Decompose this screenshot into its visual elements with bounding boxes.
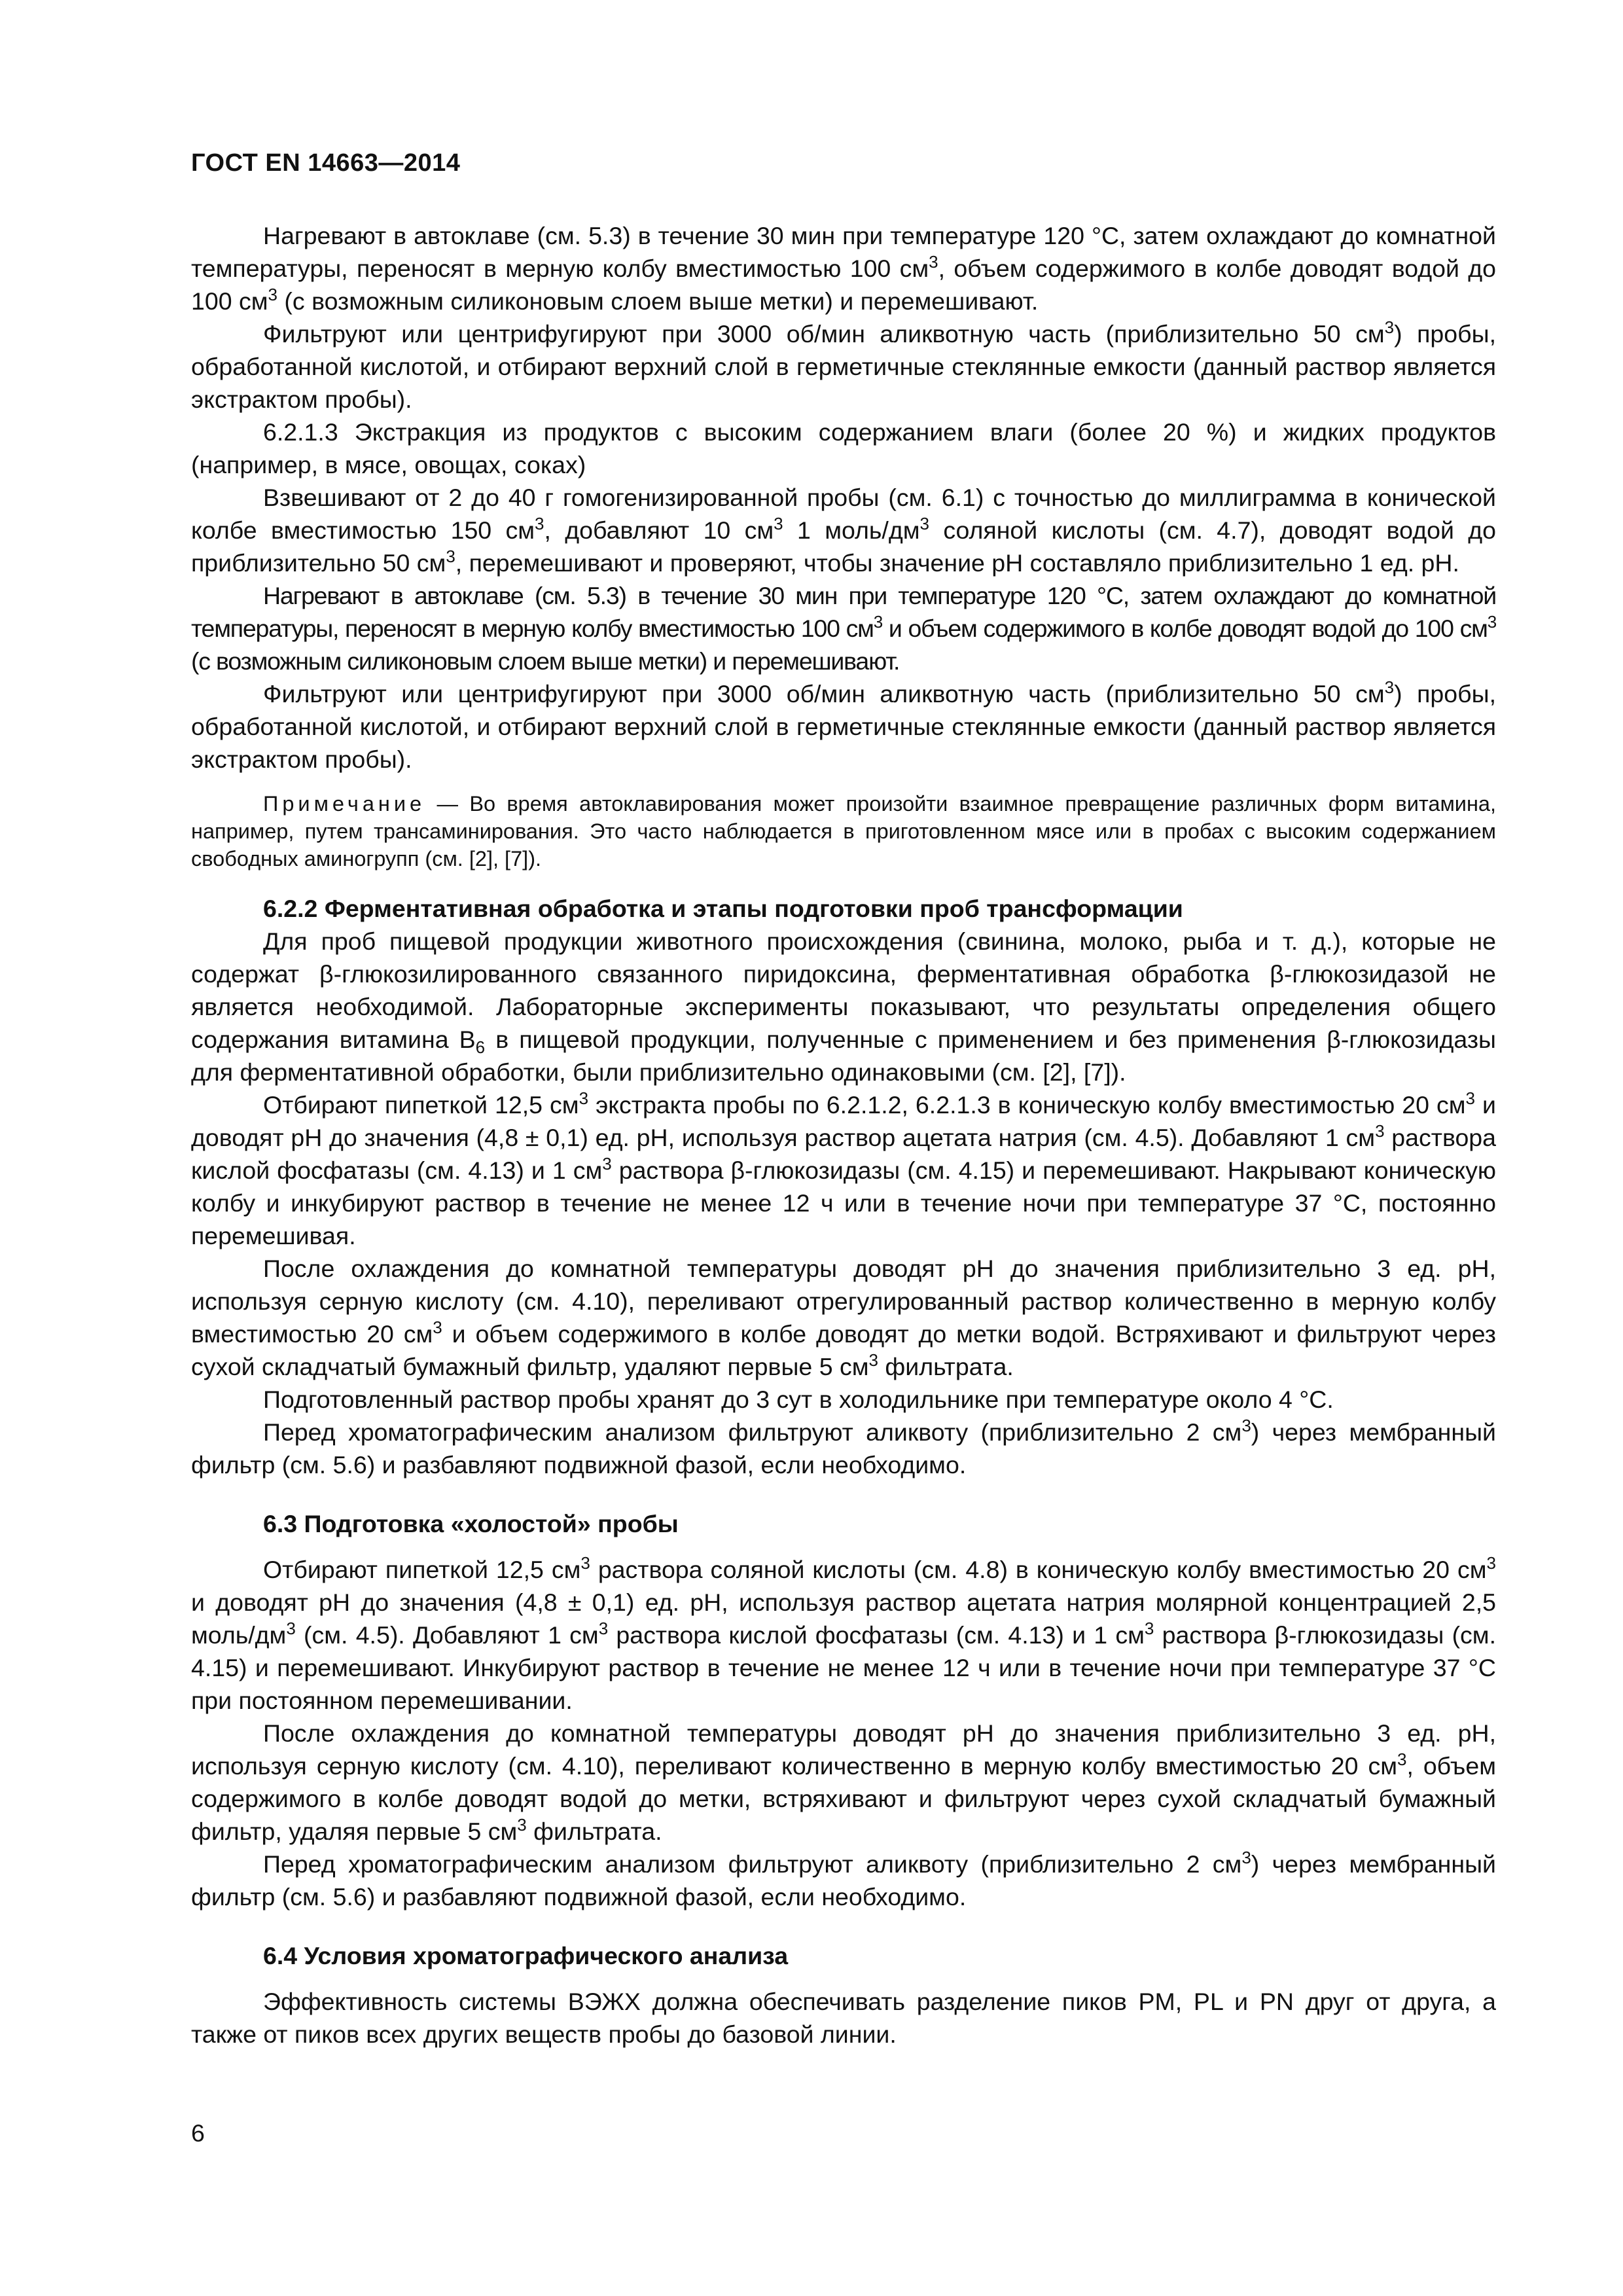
document-header: ГОСТ EN 14663—2014	[191, 149, 461, 177]
superscript: 3	[1384, 677, 1395, 697]
superscript: 3	[1144, 1619, 1154, 1638]
text: ) через мембранный фильтр (см. 5.6) и разбавляют подвижной фазой, если необходимо.	[191, 1850, 1496, 1910]
text: Отбирают пипеткой 12,5 см	[263, 1091, 579, 1119]
subscript: 6	[475, 1037, 486, 1057]
text: Фильтруют или центрифугируют при 3000 об/мин аликвотную часть (приблизительно 50 см	[263, 680, 1385, 708]
text: фильтрата.	[526, 1818, 662, 1845]
text: Нагревают в автоклаве (см. 5.3) в течение 30 мин при температуре 120 °С, затем охлаждают до комнатной температуры, переносят в мерную колбу вместимостью 100 см	[191, 582, 1496, 642]
text: , объем содержимого в колбе доводят водой до метки, встряхивают и фильтруют через сухой складчатый бумажный фильтр, удаляя первые 5 см	[191, 1752, 1496, 1845]
paragraph: Эффективность системы ВЭЖХ должна обеспечивать разделение пиков PM, PL и PN друг от друга, а также от пиков всех других веществ пробы до базовой линии.	[191, 1988, 1496, 2048]
text: Перед хроматографическим анализом фильтруют аликвоту (приблизительно 2 см	[263, 1418, 1242, 1446]
paragraph	[191, 1252, 1496, 1383]
document-body	[191, 219, 1496, 2051]
superscript: 3	[919, 514, 929, 533]
superscript: 3	[1375, 1121, 1385, 1141]
text: и доводят рН до значения (4,8 ± 0,1) ед. рН, используя раствор ацетата натрия (см. 4.5). Добавляют 1 см	[191, 1091, 1496, 1151]
text: в пищевой продукции, полученные с применением и без применения β-глюкозидазы для ферментативной обработки, были приблизительно одинаковыми (см. [2], [7]).	[191, 1026, 1496, 1086]
note-text: — Во время автоклавирования может произойти взаимное превращение различных форм витамина, например, путем трансаминирования. Это часто наблюдается в приготовленном мясе или в пробах с высоким содержанием свободных аминогрупп (см. [2], [7]).	[191, 792, 1496, 870]
superscript: 3	[868, 1350, 878, 1370]
superscript: 3	[579, 1088, 589, 1108]
paragraph: 6.2.1.3 Экстракция из продуктов с высоким содержанием влаги (более 20 %) и жидких продуктов (например, в мясе, овощах, соках)	[191, 418, 1496, 478]
text: и объем содержимого в колбе доводят водой до 100 см	[882, 615, 1488, 642]
note-label: Примечание	[263, 792, 426, 816]
superscript: 3	[580, 1553, 590, 1573]
text: раствора соляной кислоты (см. 4.8) в коническую колбу вместимостью 20 см	[590, 1556, 1487, 1583]
text: (с возможным силиконовым слоем выше метки) и перемешивают.	[191, 647, 900, 675]
text: Взвешивают от 2 до 40 г гомогенизированной пробы (см. 6.1) с точностью до миллиграмма в конической колбе вместимостью 150 см	[191, 484, 1496, 544]
superscript: 3	[1241, 1416, 1251, 1435]
superscript: 3	[1465, 1088, 1476, 1108]
paragraph	[191, 1553, 1496, 1717]
paragraph: Подготовленный раствор пробы хранят до 3 сут в холодильнике при температуре около 4 °С.	[263, 1386, 1334, 1413]
superscript: 3	[929, 252, 938, 272]
text: (см. 4.5). Добавляют 1 см	[295, 1621, 599, 1649]
superscript: 3	[446, 547, 455, 566]
superscript: 3	[517, 1815, 527, 1835]
paragraph	[191, 579, 1496, 677]
text: Отбирают пипеткой 12,5 см	[263, 1556, 581, 1583]
paragraph	[191, 1717, 1496, 1848]
superscript: 3	[535, 514, 544, 533]
superscript: 3	[1486, 1553, 1496, 1573]
superscript: 3	[1241, 1848, 1251, 1867]
text: раствора кислой фосфатазы (см. 4.13) и 1 см	[191, 1124, 1497, 1184]
section-heading: 6.4 Условия хроматографического анализа	[263, 1942, 789, 1969]
text: Перед хроматографическим анализом фильтруют аликвоту (приблизительно 2 см	[263, 1850, 1242, 1878]
text: и доводят рН до значения (4,8 ± 0,1) ед. рН, используя раствор ацетата натрия молярной концентрацией 2,5 моль/дм	[191, 1588, 1496, 1649]
text: Фильтруют или центрифугируют при 3000 об/мин аликвотную часть (приблизительно 50 см	[263, 320, 1385, 348]
text: , перемешивают и проверяют, чтобы значение рН составляло приблизительно 1 ед. рН.	[455, 549, 1459, 577]
text: После охлаждения до комнатной температуры доводят рН до значения приблизительно 3 ед. рН, используя серную кислоту (см. 4.10), переливают количественно в мерную колбу вместимостью 20 см	[191, 1719, 1496, 1780]
superscript: 3	[268, 285, 277, 304]
text: Нагревают в автоклаве (см. 5.3) в течение 30 мин при температуре 120 °С, затем охлаждают до комнатной температуры, переносят в мерную колбу вместимостью 100 см	[191, 222, 1496, 282]
superscript: 3	[433, 1318, 442, 1337]
text: , добавляют 10 см	[544, 516, 774, 544]
paragraph	[191, 1848, 1496, 1913]
text: Для проб пищевой продукции животного происхождения (свинина, молоко, рыба и т. д.), которые не содержат β-глюкозилированного связанного пиридоксина, ферментативная обработка β-глюкозидазой не является необходимой. Лабораторные эксперименты показывают, что результаты определения общего содержания витамина В	[191, 927, 1496, 1053]
text: соляной кислоты (см. 4.7), доводят водой до приблизительно 50 см	[191, 516, 1496, 577]
superscript: 3	[1397, 1749, 1407, 1769]
text: раствора кислой фосфатазы (см. 4.13) и 1 см	[608, 1621, 1145, 1649]
text: После охлаждения до комнатной температуры доводят рН до значения приблизительно 3 ед. рН, используя серную кислоту (см. 4.10), переливают отрегулированный раствор количественно в мерную колбу вместимостью 20 см	[191, 1255, 1496, 1348]
text: (с возможным силиконовым слоем выше метки) и перемешивают.	[277, 287, 1039, 315]
text: ) через мембранный фильтр (см. 5.6) и разбавляют подвижной фазой, если необходимо.	[191, 1418, 1496, 1479]
paragraph	[191, 219, 1496, 317]
text: , объем содержимого в колбе доводят водой до 100 см	[191, 255, 1496, 315]
page-number: 6	[191, 2119, 205, 2147]
text: раствора β-глюкозидазы (см. 4.15) и перемешивают. Накрывают коническую колбу и инкубируют раствор в течение не менее 12 ч или в течение ночи при температуре 37 °С, постоянно перемешивая.	[191, 1157, 1496, 1249]
superscript: 3	[598, 1619, 609, 1638]
section-heading: 6.3 Подготовка «холостой» пробы	[263, 1510, 679, 1537]
superscript: 3	[1384, 317, 1395, 337]
paragraph	[191, 1088, 1496, 1252]
section-heading: 6.2.2 Ферментативная обработка и этапы подготовки проб трансформации	[263, 895, 1183, 922]
text: экстракта пробы по 6.2.1.2, 6.2.1.3 в коническую колбу вместимостью 20 см	[588, 1091, 1466, 1119]
paragraph	[191, 481, 1496, 579]
text: ) пробы, обработанной кислотой, и отбирают верхний слой в герметичные стеклянные емкости (данный раствор является экстрактом пробы).	[191, 680, 1496, 773]
superscript: 3	[873, 612, 883, 632]
paragraph	[191, 317, 1496, 416]
superscript: 3	[286, 1619, 296, 1638]
note	[191, 790, 1496, 872]
superscript: 3	[774, 514, 783, 533]
text: и объем содержимого в колбе доводят до метки водой. Встряхивают и фильтруют через сухой складчатый бумажный фильтр, удаляют первые 5 см	[191, 1320, 1496, 1380]
superscript: 3	[1487, 612, 1496, 632]
paragraph	[191, 1416, 1496, 1481]
text: ) пробы, обработанной кислотой, и отбирают верхний слой в герметичные стеклянные емкости (данный раствор является экстрактом пробы).	[191, 320, 1496, 413]
text: раствора β-глюкозидазы (см. 4.15) и перемешивают. Инкубируют раствор в течение не менее 12 ч или в течение ночи при температуре 37 °С при постоянном перемешивании.	[191, 1621, 1497, 1714]
paragraph	[191, 925, 1496, 1088]
superscript: 3	[602, 1154, 612, 1174]
paragraph	[191, 677, 1496, 776]
text: 1 моль/дм	[783, 516, 920, 544]
text: фильтрата.	[878, 1353, 1014, 1380]
